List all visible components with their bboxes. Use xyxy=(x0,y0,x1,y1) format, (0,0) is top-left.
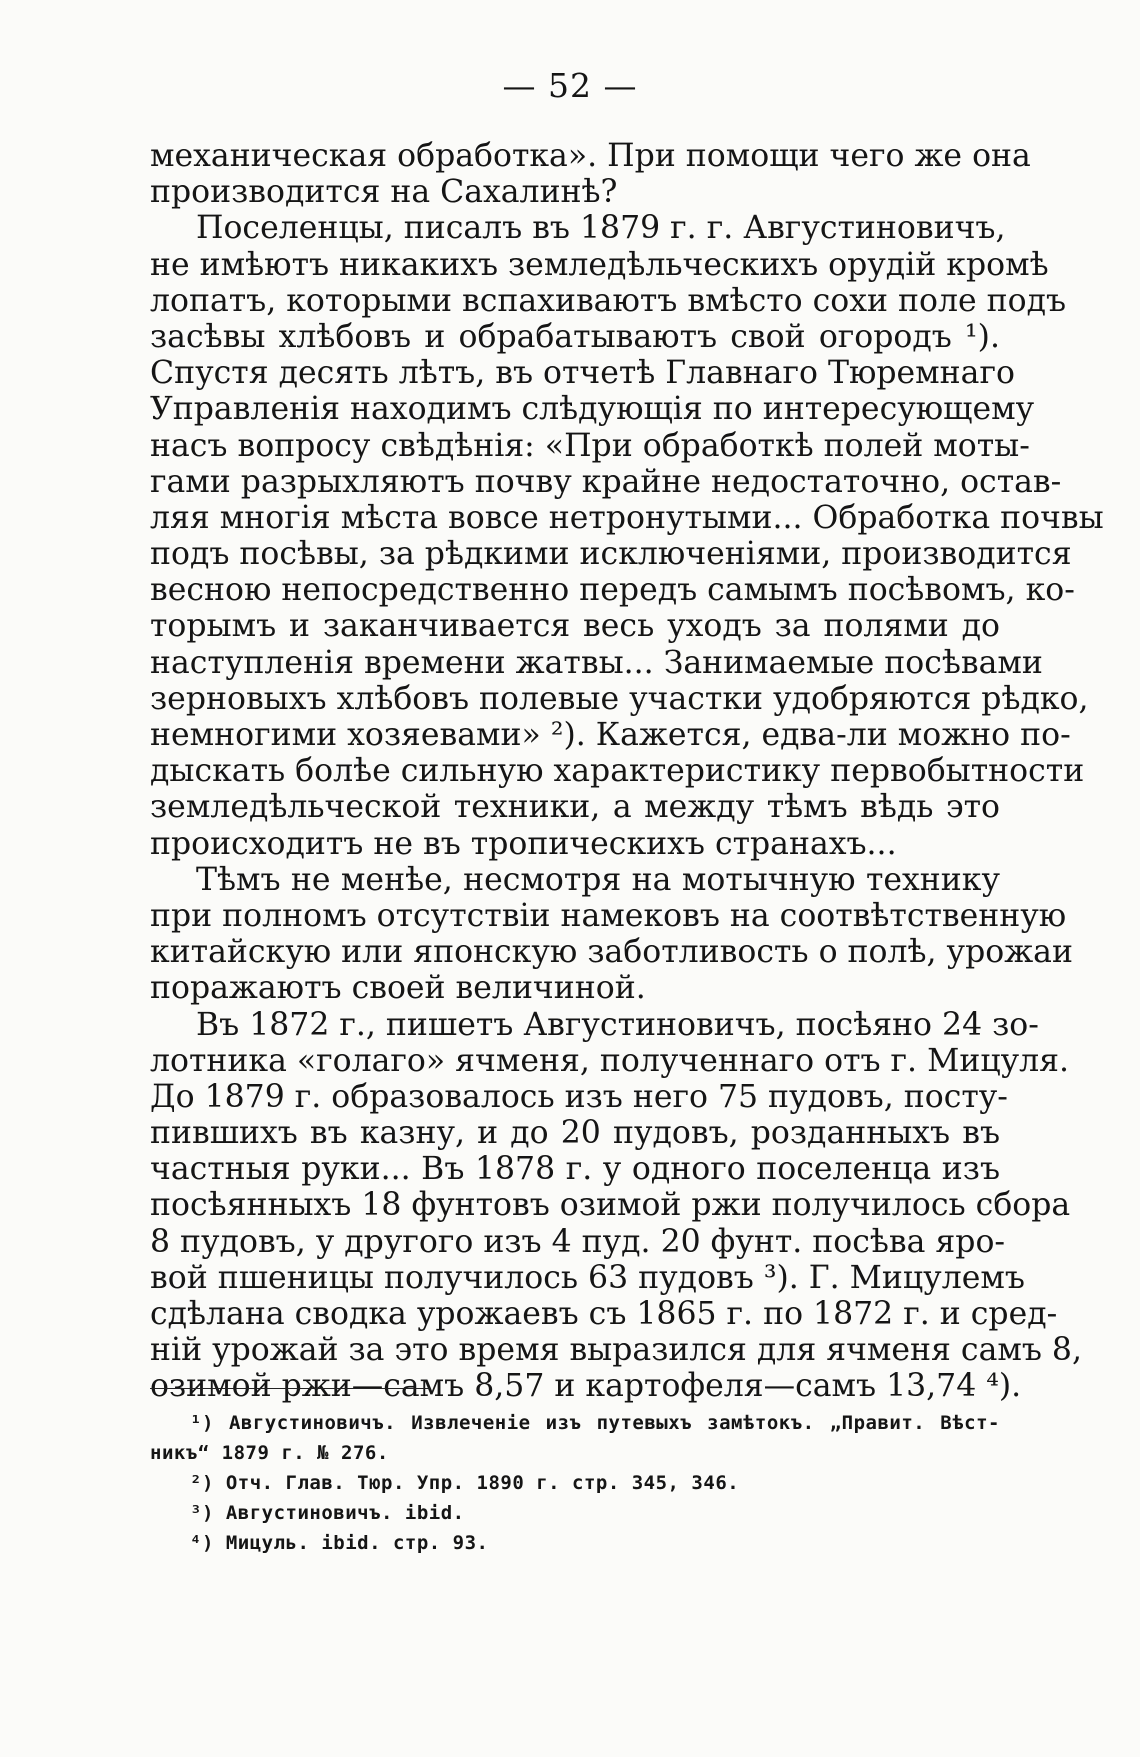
text-line: вой пшеницы получилось 63 пудовъ ³). Г. Мицулемъ xyxy=(150,1259,1025,1296)
footnote-line: ²) Отч. Глав. Тюр. Упр. 1890 г. стр. 345, 346. xyxy=(190,1472,740,1494)
text-line: Поселенцы, писалъ въ 1879 г. г. Августиновичъ, xyxy=(196,210,1006,247)
footnote-line: ¹) Августиновичъ. Извлеченіе изъ путевыхъ замѣтокъ. „Правит. Вѣст- xyxy=(190,1412,1000,1434)
text-line: поражаютъ своей величиной. xyxy=(150,970,646,1007)
text-line: Управленія находимъ слѣдующія по интересующему xyxy=(150,391,1035,428)
text-line: не имѣютъ никакихъ земледѣльческихъ орудій кромѣ xyxy=(150,246,1049,283)
text-line: 8 пудовъ, у другого изъ 4 пуд. 20 фунт. посѣва яро- xyxy=(150,1223,1006,1260)
footnote-divider xyxy=(150,1388,430,1389)
text-line: ній урожай за это время выразился для ячменя самъ 8, xyxy=(150,1332,1082,1369)
text-line: китайскую или японскую заботливость о полѣ, урожаи xyxy=(150,934,1073,971)
text-line: механическая обработка». При помощи чего же она xyxy=(150,138,1031,174)
text-line: дыскать болѣе сильную характеристику первобытности xyxy=(150,753,1085,790)
text-line: посѣянныхъ 18 фунтовъ озимой ржи получилось сбора xyxy=(150,1187,1071,1224)
text-line: Въ 1872 г., пишетъ Августиновичъ, посѣяно 24 зо- xyxy=(196,1006,1039,1043)
text-line: лотника «голаго» ячменя, полученнаго отъ г. Мицуля. xyxy=(150,1042,1070,1079)
footnote-line: ⁴) Мицуль. ibid. стр. 93. xyxy=(190,1532,489,1554)
text-line: немногими хозяевами» ²). Кажется, едва-ли можно по- xyxy=(150,717,1071,753)
text-line: гами разрыхляютъ почву крайне недостаточно, остав- xyxy=(150,463,1062,500)
text-line: зерновыхъ хлѣбовъ полевые участки удобряются рѣдко, xyxy=(150,680,1089,717)
text-line: производится на Сахалинѣ? xyxy=(150,174,618,211)
text-line: весною непосредственно передъ самымъ посѣвомъ, ко- xyxy=(150,572,1075,609)
text-line: наступленія времени жатвы... Занимаемые посѣвами xyxy=(150,644,1043,681)
text-line: ляя многія мѣста вовсе нетронутыми... Обработка почвы xyxy=(150,499,1104,536)
text-line: озимой ржи—самъ 8,57 и картофеля—самъ 13,74 ⁴). xyxy=(150,1368,1022,1405)
footnotes xyxy=(150,1408,1000,1558)
text-line: подъ посѣвы, за рѣдкими исключеніями, производится xyxy=(150,536,1072,573)
text-line: частныя руки... Въ 1878 г. у одного поселенца изъ xyxy=(150,1151,1000,1188)
text-line: сдѣлана сводка урожаевъ съ 1865 г. по 1872 г. и сред- xyxy=(150,1296,1058,1332)
text-line: лопатъ, которыми вспахиваютъ вмѣсто сохи поле подъ xyxy=(150,282,1067,319)
footnote-line: никъ“ 1879 г. № 276. xyxy=(150,1442,389,1464)
text-line: Спустя десять лѣтъ, въ отчетѣ Главнаго Тюремнаго xyxy=(150,355,1015,392)
text-line: засѣвы хлѣбовъ и обрабатываютъ свой огородъ ¹). xyxy=(150,318,1000,355)
text-line: Тѣмъ не менѣе, несмотря на мотычную технику xyxy=(196,861,1000,898)
body-text xyxy=(150,138,1104,1405)
text-line: торымъ и заканчивается весь уходъ за полями до xyxy=(150,608,1000,645)
footnote-line: ³) Августиновичъ. ibid. xyxy=(190,1502,465,1524)
text-line: при полномъ отсутствіи намековъ на соотвѣтственную xyxy=(150,897,1067,934)
text-line: пившихъ въ казну, и до 20 пудовъ, розданныхъ въ xyxy=(150,1115,1000,1152)
text-line: насъ вопросу свѣдѣнія: «При обработкѣ полей моты- xyxy=(150,427,1030,464)
text-line: происходитъ не въ тропическихъ странахъ... xyxy=(150,825,897,862)
text-line: До 1879 г. образовалось изъ него 75 пудовъ, посту- xyxy=(150,1078,1008,1115)
text-line: земледѣльческой техники, а между тѣмъ вѣдь это xyxy=(150,789,1000,826)
page-number: — 52 — xyxy=(502,66,638,105)
